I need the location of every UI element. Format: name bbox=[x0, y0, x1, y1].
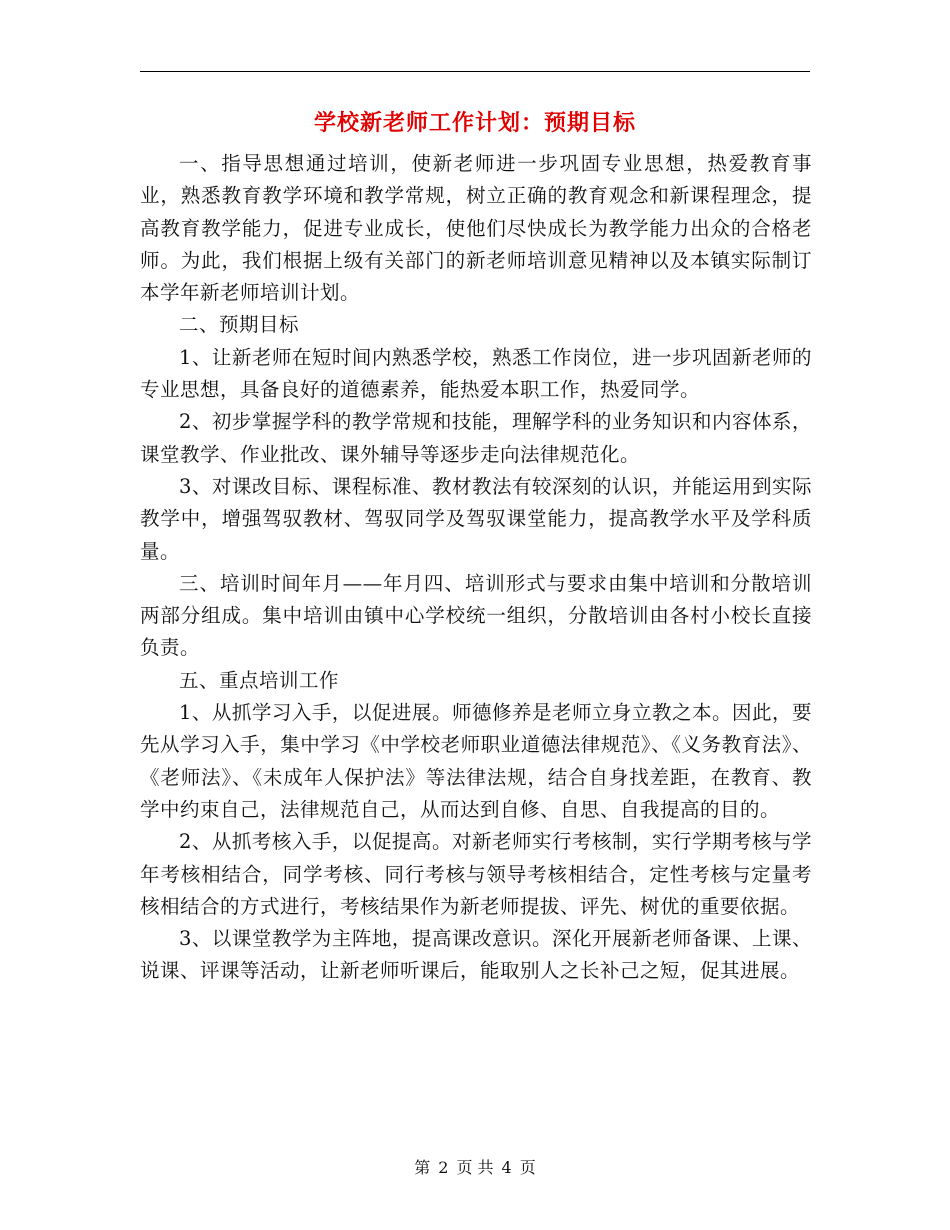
footer-middle: 页 共 bbox=[456, 1158, 494, 1177]
page-footer bbox=[140, 1155, 810, 1178]
paragraph-work-2: 2、从抓考核入手，以促提高。对新老师实行考核制，实行学期考核与学年考核相结合，同学考核、同行考核与领导考核相结合，定性考核与定量考核相结合的方式进行，考核结果作为新老师提拔、评先、树优的重要依据。 bbox=[140, 830, 812, 918]
footer-prefix: 第 bbox=[414, 1158, 431, 1177]
heading-expected-goals: 二、预期目标 bbox=[179, 313, 300, 337]
footer-suffix: 页 bbox=[519, 1158, 536, 1177]
paragraph-training-time-form: 三、培训时间年月——年月四、培训形式与要求由集中培训和分散培训两部分组成。集中培训由镇中心学校统一组织，分散培训由各村小校长直接负责。 bbox=[140, 571, 812, 660]
footer-current-page: 2 bbox=[438, 1158, 449, 1177]
document-title: 学校新老师工作计划：预期目标 bbox=[313, 110, 636, 136]
footer-total-pages: 4 bbox=[501, 1158, 512, 1177]
paragraph-guiding-idea: 一、指导思想通过培训，使新老师进一步巩固专业思想，热爱教育事业，熟悉教育教学环境和教学常规，树立正确的教育观念和新课程理念，提高教育教学能力，促进专业成长，使他们尽快成长为教学能力出众的合格老师。为此，我们根据上级有关部门的新老师培训意见精神以及本镇实际制订本学年新老师培训计划。 bbox=[140, 152, 812, 305]
paragraph-goal-1: 1、让新老师在短时间内熟悉学校，熟悉工作岗位，进一步巩固新老师的专业思想，具备良好的道德素养，能热爱本职工作，热爱同学。 bbox=[140, 345, 812, 402]
header-rule bbox=[140, 71, 810, 72]
paragraph-goal-3: 3、对课改目标、课程标准、教材教法有较深刻的认识，并能运用到实际教学中，增强驾驭教材、驾驭同学及驾驭课堂能力，提高教学水平及学科质量。 bbox=[140, 474, 812, 563]
document-body bbox=[140, 148, 812, 988]
paragraph-goal-2: 2、初步掌握学科的教学常规和技能，理解学科的业务知识和内容体系，课堂教学、作业批改、课外辅导等逐步走向法律规范化。 bbox=[140, 410, 812, 466]
paragraph-work-1: 1、从抓学习入手，以促进展。师德修养是老师立身立教之本。因此，要先从学习入手，集中学习《中学校老师职业道德法律规范》、《义务教育法》、《老师法》、《未成年人保护法》等法律法规，结合自身找差距，在教育、教学中约束自己，法律规范自己，从而达到自修、自思、自我提高的目的。 bbox=[140, 701, 812, 821]
heading-key-training-work: 五、重点培训工作 bbox=[179, 668, 340, 692]
paragraph-work-3: 3、以课堂教学为主阵地，提高课改意识。深化开展新老师备课、上课、说课、评课等活动，让新老师听课后，能取别人之长补己之短，促其进展。 bbox=[140, 927, 812, 983]
